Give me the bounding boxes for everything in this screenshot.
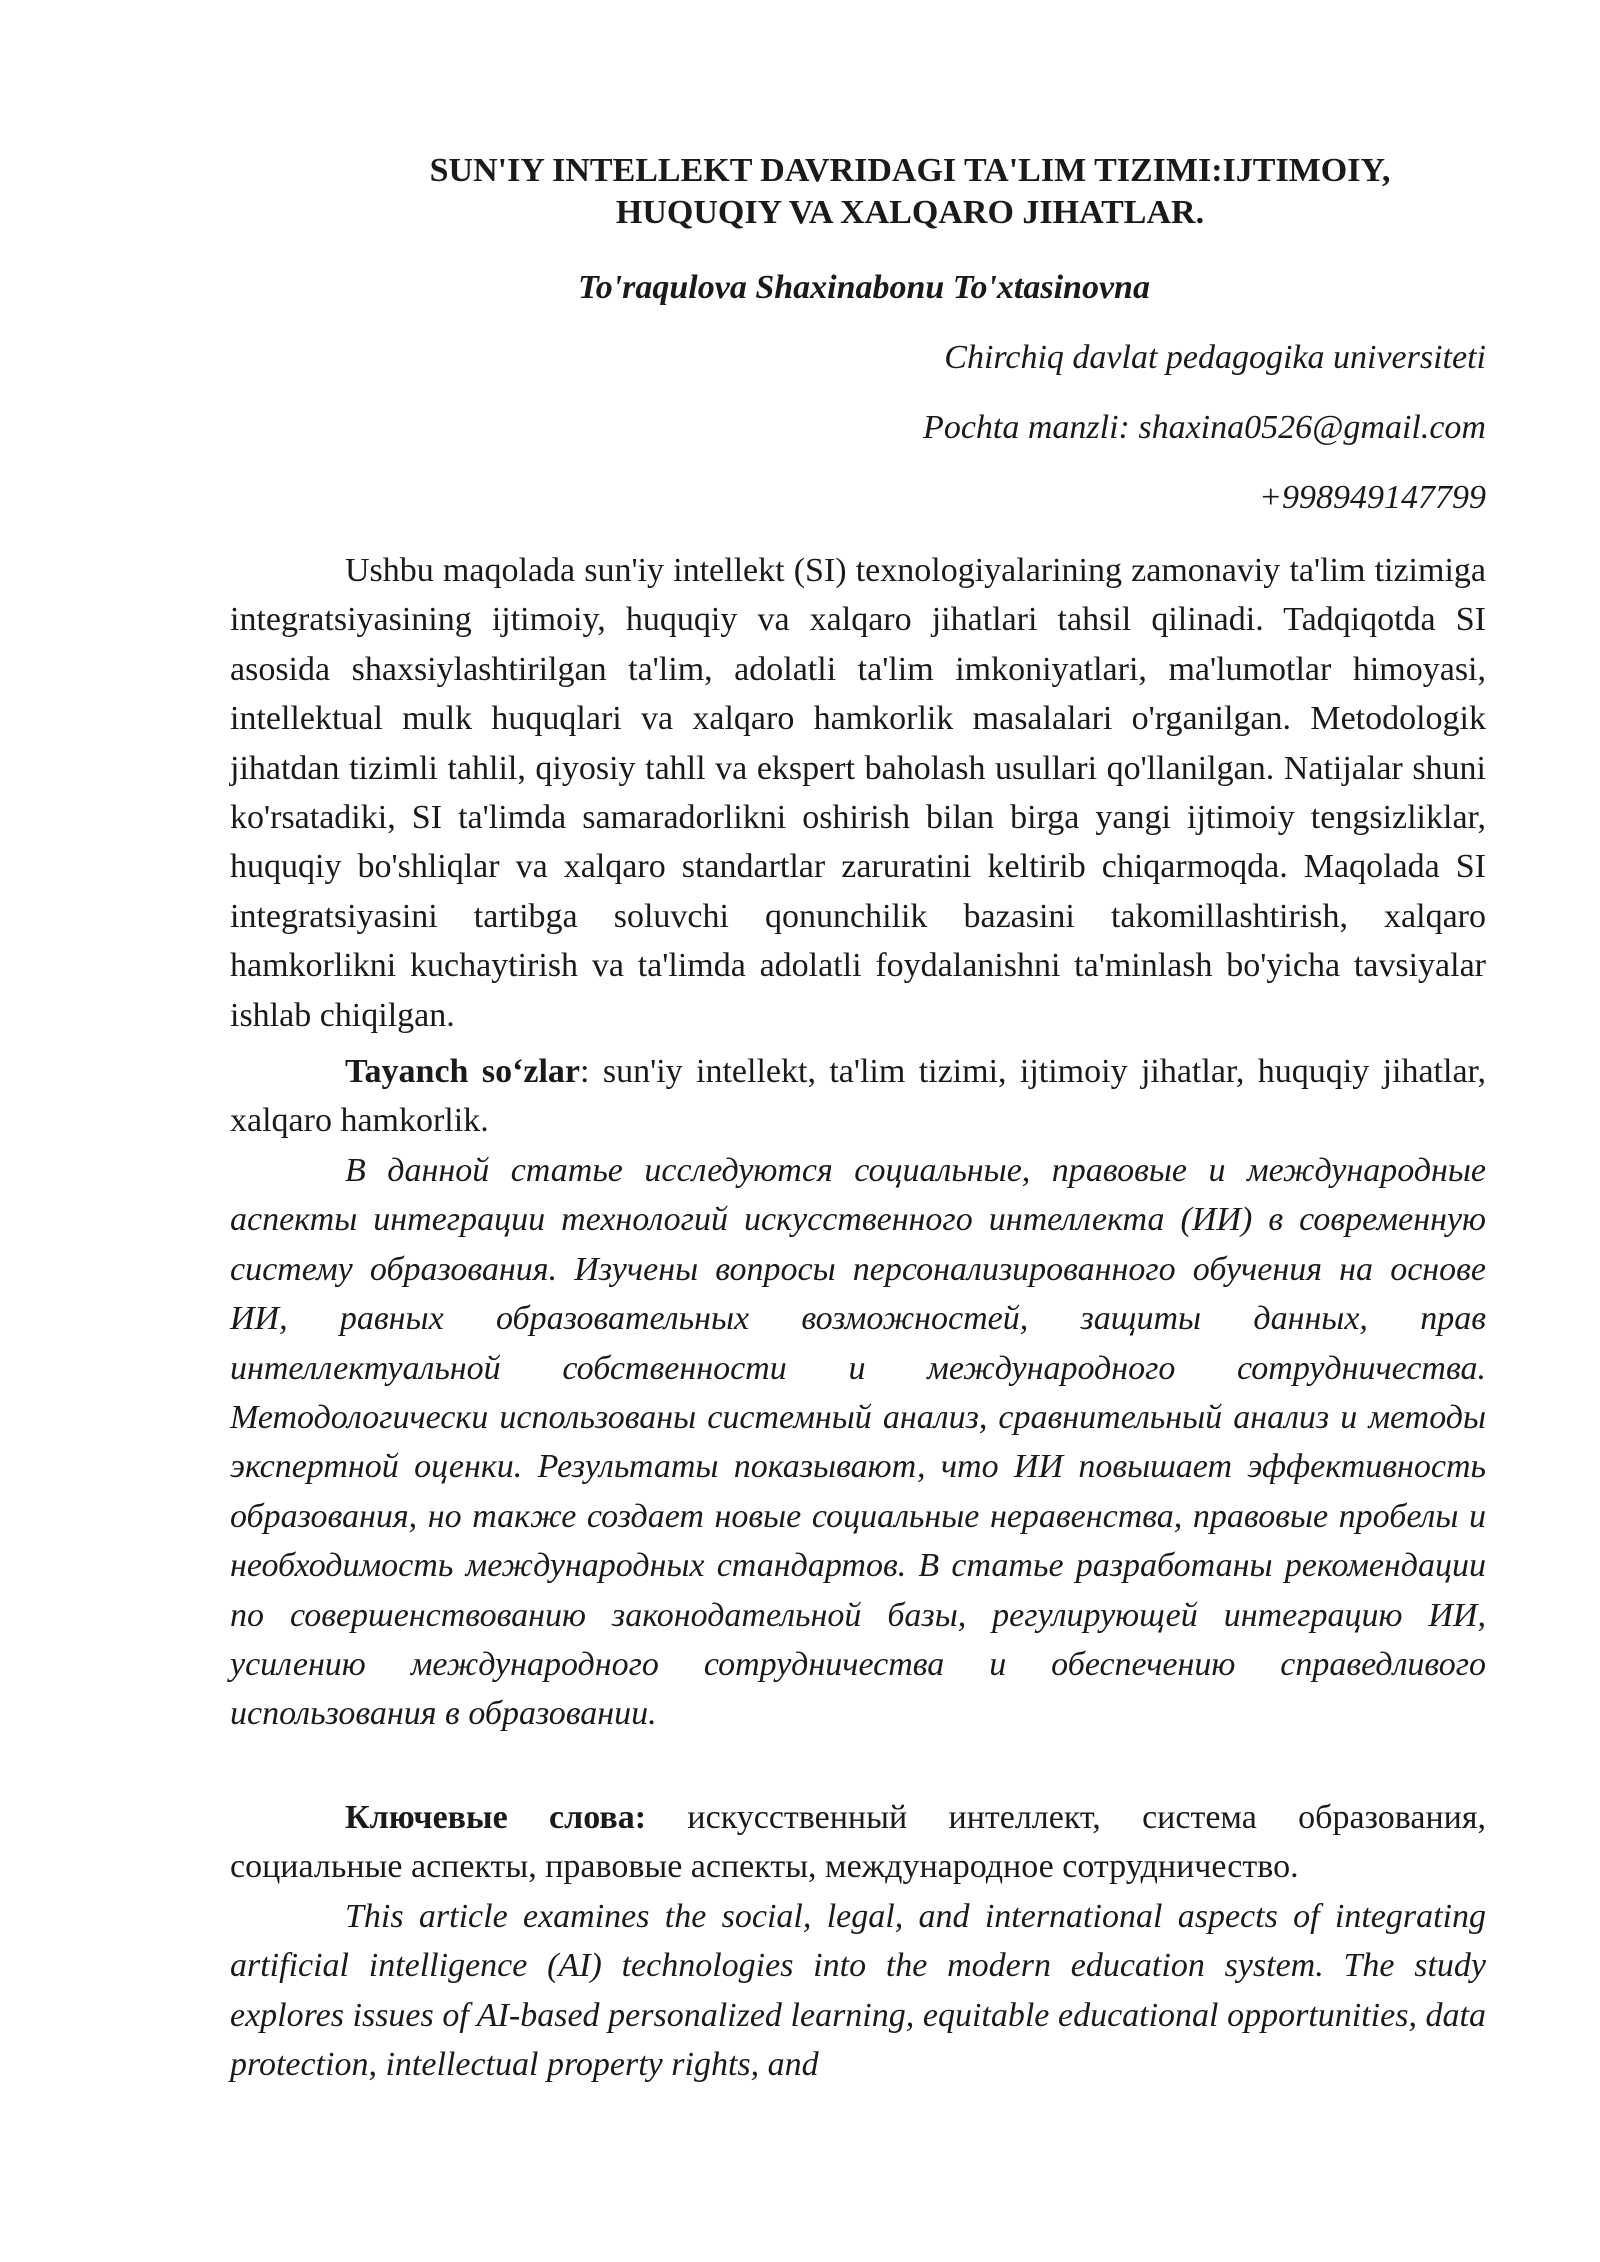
abstract-russian-text: В данной статье исследуются социальные, правовые и международные аспекты интеграции технологий искусственного интеллекта (ИИ) в современную систему образования. Изучены вопросы персонализированного обучения на основе ИИ, равных образовательных возможностей, защиты данных, прав интеллектуальной собственности и международного сотрудничества. Методологически использованы системный анализ, сравнительный анализ и методы экспертной оценки. Результаты показывают, что ИИ повышает эффективность образования, но также создает новые социальные неравенства, правовые пробелы и необходимость международных стандартов. В статье разработаны рекомендации по совершенствованию законодательной базы, регулирующей интеграцию ИИ, усилению международного сотрудничества и обеспечению справедливого использования в образовании. <box>230 1152 1486 1733</box>
author-name: To'raqulova Shaxinabonu To'xtasinovna <box>578 269 1150 306</box>
abstract-english-text: This article examines the social, legal, and international aspects of integrating artificial intelligence (AI) technologies into the modern education system. The study explores issues of AI-based personalized learning, equitable educational opportunities, data protection, intellectual property rights, and <box>230 1898 1486 2084</box>
keywords-russian <box>230 1793 1486 1892</box>
article-title-line-2: HUQUQIY VA XALQARO JIHATLAR. <box>615 194 1205 231</box>
keywords-uzbek <box>230 1047 1486 1146</box>
author-university: Chirchiq davlat pedagogika universiteti <box>944 339 1486 376</box>
abstract-english <box>230 1892 1486 2090</box>
keywords-russian-label: Ключевые слова: <box>345 1799 647 1836</box>
keywords-uzbek-text: : sun'iy intellekt, ta'lim tizimi, ijtimoiy jihatlar, huquqiy jihatlar, xalqaro hamkorlik. <box>230 1053 1486 1140</box>
keywords-russian-text: искусственный интеллект, система образования, социальные аспекты, правовые аспекты, международное сотрудничество. <box>230 1799 1486 1886</box>
author-email: Pochta manzli: shaxina0526@gmail.com <box>923 409 1486 446</box>
keywords-uzbek-label: Tayanch so‘zlar <box>345 1053 581 1090</box>
abstract-uzbek-text: Ushbu maqolada sun'iy intellekt (SI) texnologiyalarining zamonaviy ta'lim tizimiga integratsiyasining ijtimoiy, huquqiy va xalqaro jihatlari tahsil qilinadi. Tadqiqotda SI asosida shaxsiylashtirilgan ta'lim, adolatli ta'lim imkoniyatlari, ma'lumotlar himoyasi, intellektual mulk huquqlari va xalqaro hamkorlik masalalari o'rganilgan. Metodologik jihatdan tizimli tahlil, qiyosiy tahll va ekspert baholash usullari qo'llanilgan. Natijalar shuni ko'rsatadiki, SI ta'limda samaradorlikni oshirish bilan birga yangi ijtimoiy tengsizliklar, huquqiy bo'shliqlar va xalqaro standartlar zaruratini keltirib chiqarmoqda. Maqolada SI integratsiyasini tartibga soluvchi qonunchilik bazasini takomillashtirish, xalqaro hamkorlikni kuchaytirish va ta'limda adolatli foydalanishni ta'minlash bo'yicha tavsiyalar ishlab chiqilgan. <box>230 552 1486 1034</box>
article-title-line-1: SUN'IY INTELLEKT DAVRIDAGI TA'LIM TIZIMI:IJTIMOIY, <box>429 152 1391 189</box>
abstract-uzbek <box>230 546 1486 1040</box>
abstract-russian <box>230 1146 1486 1739</box>
author-phone: +998949147799 <box>1259 479 1486 516</box>
article-title <box>340 150 1480 234</box>
